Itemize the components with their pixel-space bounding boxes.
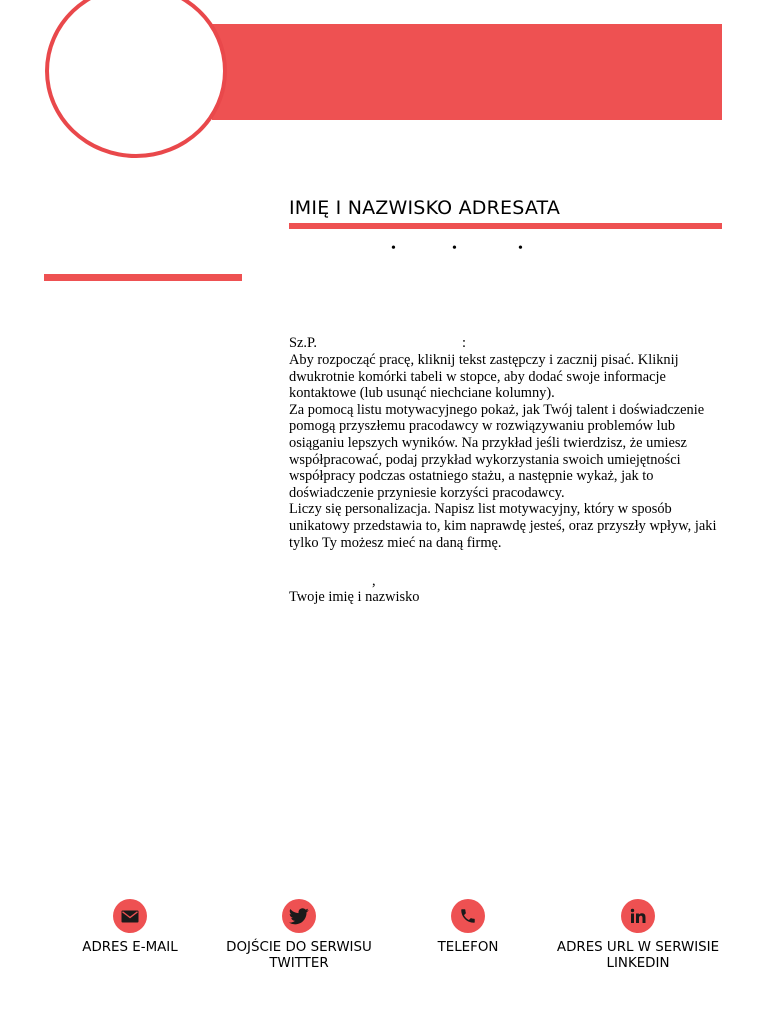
linkedin-icon xyxy=(621,899,655,933)
email-label: ADRES E-MAIL xyxy=(82,940,178,955)
phone-icon xyxy=(451,899,485,933)
sidebar-divider xyxy=(44,274,242,281)
twitter-bird-icon xyxy=(282,899,316,933)
twitter-label: DOJŚCIE DO SERWISU TWITTER xyxy=(226,940,372,971)
address-bullet: • xyxy=(518,241,523,256)
address-bullet: • xyxy=(391,241,396,256)
photo-placeholder-circle[interactable] xyxy=(45,0,227,158)
footer-phone[interactable] xyxy=(378,899,558,956)
phone-label: TELEFON xyxy=(437,940,499,955)
salutation: Sz.P. xyxy=(289,335,317,351)
recipient-underline xyxy=(289,223,722,229)
closing-comma: , xyxy=(372,573,376,589)
letter-body[interactable] xyxy=(289,335,717,551)
letter-paragraph: Liczy się personalizacja. Napisz list motywacyjny, który w sposób unikatowy przedstawia to, kim naprawdę jesteś, oraz przyszły wpływ, jaki tylko Ty możesz mieć na daną firmę. xyxy=(289,501,717,551)
salutation-line xyxy=(289,335,717,352)
letter-paragraph: Aby rozpocząć pracę, kliknij tekst zastępczy i zacznij pisać. Kliknij dwukrotnie komórki tabeli w stopce, aby dodać swoje informacje kontaktowe (lub usunąć niechciane kolumny). xyxy=(289,352,679,402)
salutation-colon: : xyxy=(462,335,466,351)
header-banner xyxy=(212,24,722,120)
recipient-name[interactable]: IMIĘ I NAZWISKO ADRESATA xyxy=(289,197,561,219)
footer-email[interactable] xyxy=(40,899,220,956)
signature-name: Twoje imię i nazwisko xyxy=(289,589,420,605)
recipient-address-bullets xyxy=(0,241,768,257)
letter-paragraph: Za pomocą listu motywacyjnego pokaż, jak Twój talent i doświadczenie pomogą przyszłemu pracodawcy w rozwiązywaniu problemów lub osiąganiu lepszych wyników. Na przykład jeśli twierdzisz, że umiesz współpracować, podaj przykład wykorzystania swoich umiejętności współpracy podczas ostatniego stażu, a następnie wykaż, jak to doświadczenie przyniesie korzyści pracodawcy. xyxy=(289,401,705,501)
address-bullet: • xyxy=(452,241,457,256)
footer-linkedin[interactable] xyxy=(548,899,728,972)
letter-closing[interactable] xyxy=(289,573,419,606)
linkedin-label: ADRES URL W SERWISIE LINKEDIN xyxy=(556,940,720,971)
envelope-icon xyxy=(113,899,147,933)
footer-twitter[interactable] xyxy=(209,899,389,972)
